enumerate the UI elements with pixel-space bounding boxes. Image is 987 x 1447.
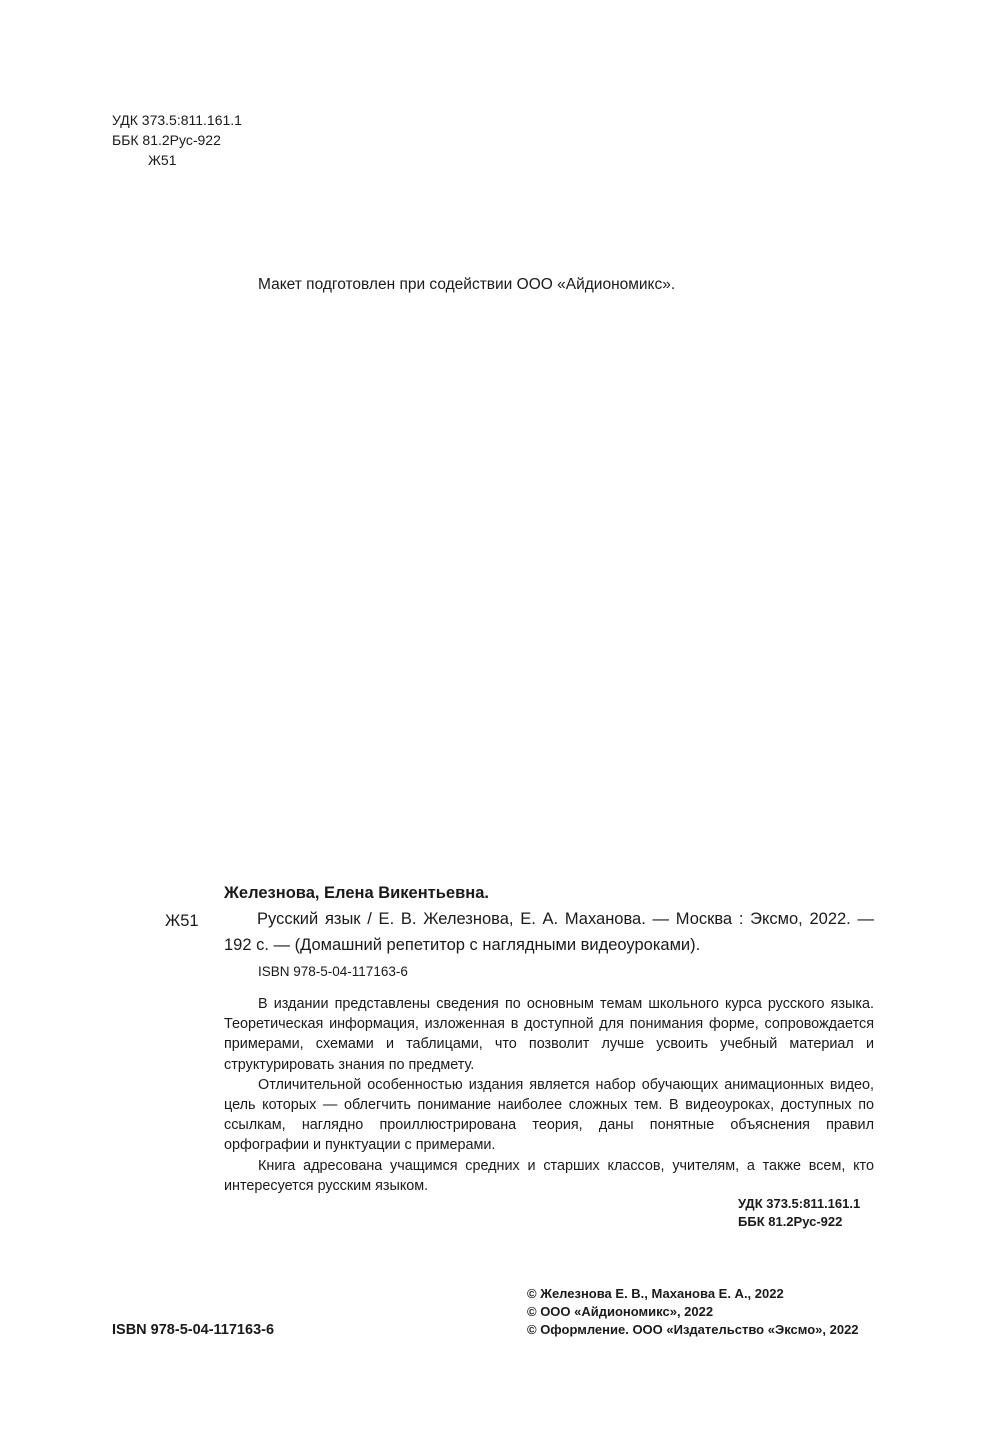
layout-notice: Макет подготовлен при содействии ООО «Айдиономикс». — [258, 276, 676, 293]
record-description — [224, 906, 874, 958]
udk-code-top: УДК 373.5:811.161.1 — [112, 112, 242, 128]
annotation-paragraph-2: Отличительной особенностью издания является набор обучающих анимационных видео, цель которых — облегчить понимание наиболее сложных тем. В видеоуроках, доступных по ссылкам, наглядно проиллюстрирована теория, даны понятные объяснения правил орфографии и пунктуации с примерами. — [224, 1076, 874, 1154]
bbk-code-top: ББК 81.2Рус-922 — [112, 132, 221, 148]
annotation-paragraph-3: Книга адресована учащимся средних и старших классов, учителям, а также всем, кто интересуется русским языком. — [224, 1157, 874, 1194]
copyright-design: © Оформление. ООО «Издательство «Эксмо», 2022 — [527, 1322, 859, 1337]
record-author-code: Ж51 — [165, 912, 199, 930]
udk-code-bottom: УДК 373.5:811.161.1 — [738, 1196, 861, 1211]
annotation — [224, 994, 874, 1196]
copyright-authors: © Железнова Е. В., Маханова Е. А., 2022 — [527, 1286, 784, 1301]
annotation-paragraph-1: В издании представлены сведения по основным темам школьного курса русского языка. Теоретическая информация, изложенная в доступной для понимания форме, сопровождается примерами, схемами и таблицами, что позволит лучше усвоить учебный материал и структурировать знания по предмету. — [224, 996, 874, 1073]
copyright-company: © ООО «Айдиономикс», 2022 — [527, 1304, 714, 1319]
record-description-text: Русский язык / Е. В. Железнова, Е. А. Маханова. — Москва : Эксмо, 2022. — 192 с. — (Домашний репетитор с наглядными видеоуроками). — [224, 910, 874, 954]
record-isbn: ISBN 978-5-04-117163-6 — [258, 964, 408, 979]
author-code-top: Ж51 — [148, 152, 177, 168]
record-author: Железнова, Елена Викентьевна. — [224, 884, 489, 902]
isbn-bottom: ISBN 978-5-04-117163-6 — [112, 1322, 275, 1338]
bbk-code-bottom: ББК 81.2Рус-922 — [738, 1214, 843, 1229]
